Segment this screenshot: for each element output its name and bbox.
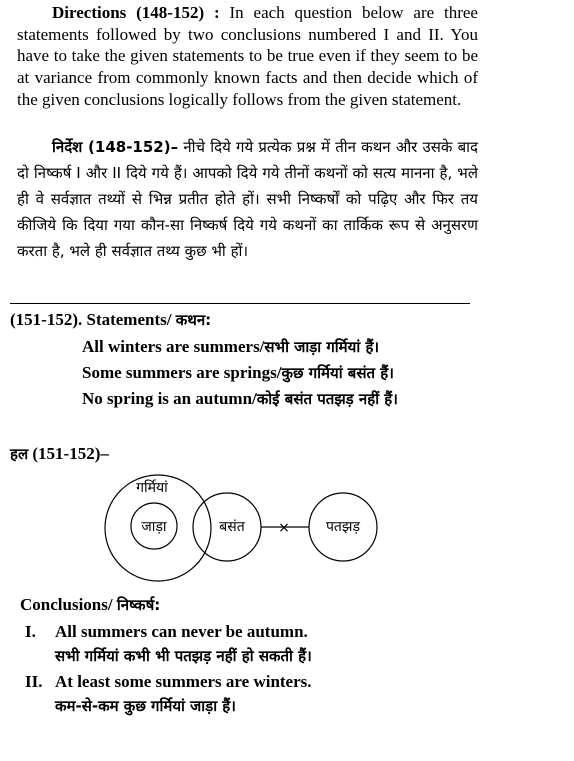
cross-mark: × [278,520,290,536]
directions-text: In each question below are three statements followed by two conclusions numbered I and II. You have to take the given statements to be true even if they seem to be at variance from commonly known facts and then decide which of the given conclusions logically follows from the given statement. [17,3,478,109]
statements-heading: (151-152). Statements/ कथन: [10,310,212,329]
venn-diagram [100,470,390,590]
summers-label: गर्मियां [136,480,168,496]
directions-label: Directions (148-152) [52,3,205,22]
divider-line [10,303,470,304]
nirdesh-label: निर्देश (148-152)– [52,138,179,156]
autumn-label: पतझड़ [325,519,361,535]
directions-paragraph: Directions (148-152) : In each question below are three statements followed by two conclusions numbered I and II. You have to take the given statements to be true even if they seem to be at variance from commonly known facts and then decide which of the given conclusions logically follows from the given statement. [17,3,478,109]
hindi-directions-paragraph [17,134,478,264]
conclusion-2: II. At least some summers are winters. कम-से-कम कुछ गर्मियां जाड़ा हैं। [25,672,312,715]
conclusion-1: I. All summers can never be autumn. सभी गर्मियां कभी भी पतझड़ नहीं हो सकती हैं। [25,622,312,665]
nirdesh-text: नीचे दिये गये प्रत्येक प्रश्न में तीन कथन और उसके बाद दो निष्कर्ष I और II दिये गये हैं। आपको दिये गये तीनों कथनों को सत्य मानना है, भले ही वे सर्वज्ञात तथ्यों से भिन्न प्रतीत होते हों। सभी निष्कर्षों को पढ़िए और फिर तय कीजिये कि दिया गया कौन-सा निष्कर्ष दिये गये कथनों का तार्किक रूप से अनुसरण करता है, भले ही सर्वज्ञात तथ्य कुछ भी हों। [17,138,479,260]
winters-label: जाड़ा [141,519,167,535]
solution-heading: हल (151-152)– [10,444,109,463]
statement-1: All winters are summers/सभी जाड़ा गर्मियां हैं। [82,337,380,356]
spring-label: बसंत [219,519,245,535]
statement-3: No spring is an autumn/कोई बसंत पतझड़ नहीं हैं। [82,389,398,408]
statement-2: Some summers are springs/कुछ गर्मियां बसंत हैं। [82,363,394,382]
conclusions-heading: Conclusions/ निष्कर्ष: [20,595,161,614]
